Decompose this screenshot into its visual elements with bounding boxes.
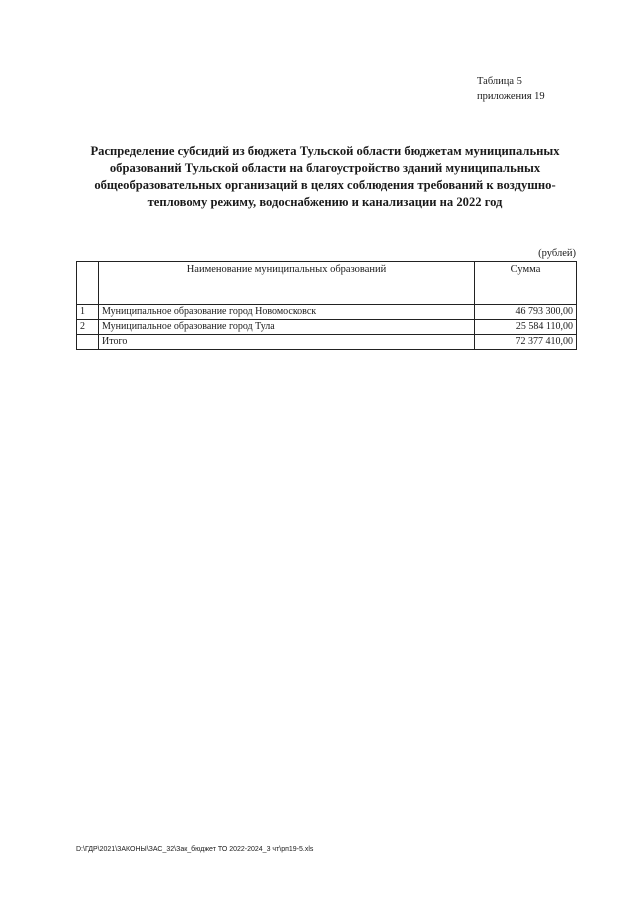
total-label: Итого — [99, 335, 475, 350]
subsidy-table — [76, 261, 577, 350]
table-reference — [477, 74, 545, 104]
row-number: 1 — [77, 305, 99, 320]
file-path-footer: D:\ГДР\2021\ЗАКОНЫ\ЗАС_32\Зак_бюджет ТО 2022-2024_3 чт\рп19-5.xls — [76, 846, 314, 853]
document-title — [70, 143, 580, 211]
row-sum: 25 584 110,00 — [475, 320, 577, 335]
row-number: 2 — [77, 320, 99, 335]
row-sum: 46 793 300,00 — [475, 305, 577, 320]
title-line-2: образований Тульской области на благоустройство зданий муниципальных — [109, 161, 541, 175]
units-label: (рублей) — [538, 248, 576, 259]
table-row — [77, 305, 577, 320]
header-number — [77, 262, 99, 305]
total-row — [77, 335, 577, 350]
header-municipality: Наименование муниципальных образований — [99, 262, 475, 305]
table-row — [77, 320, 577, 335]
title-line-3: общеобразовательных организаций в целях соблюдения требований к воздушно- — [94, 178, 556, 192]
row-municipality: Муниципальное образование город Новомосковск — [99, 305, 475, 320]
appendix-number: приложения 19 — [477, 91, 545, 102]
row-number — [77, 335, 99, 350]
total-sum: 72 377 410,00 — [475, 335, 577, 350]
title-line-1: Распределение субсидий из бюджета Тульской области бюджетам муниципальных — [90, 144, 560, 158]
header-sum: Сумма — [475, 262, 577, 305]
title-line-4: тепловому режиму, водоснабжению и канализации на 2022 год — [147, 195, 503, 209]
table-header-row — [77, 262, 577, 305]
row-municipality: Муниципальное образование город Тула — [99, 320, 475, 335]
table-number: Таблица 5 — [477, 76, 522, 87]
